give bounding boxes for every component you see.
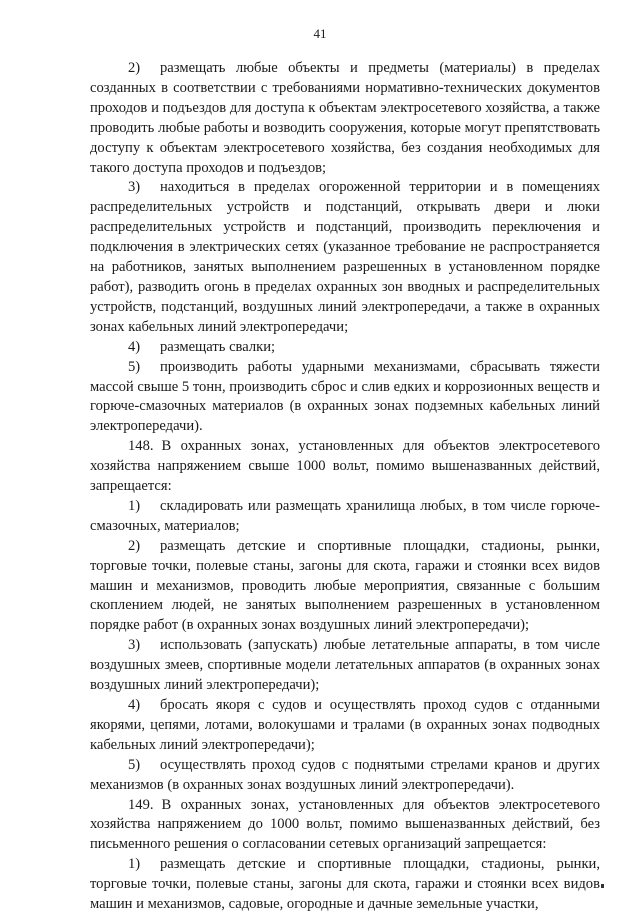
item-text: осуществлять проход судов с поднятыми стрелами кранов и других механизмов (в охранных зонах воздушных линий электропередачи). — [90, 756, 600, 793]
article-number: 149. — [128, 796, 154, 813]
list-item — [90, 497, 600, 537]
page-number: 41 — [313, 26, 327, 41]
article-text: В охранных зонах, установленных для объектов электросетевого хозяйства напряжением свыше 1000 вольт, помимо вышеназванных действий, запрещается: — [90, 438, 600, 495]
document-body — [90, 59, 600, 915]
item-text: размещать детские и спортивные площадки, стадионы, рынки, торговые точки, полевые станы, загоны для скота, гаражи и стоянки всех видов машин и механизмов, садовые, огородные и дачные земельные участки, — [90, 856, 600, 913]
item-number: 4) — [128, 338, 141, 355]
item-number: 5) — [128, 358, 141, 375]
list-item — [90, 178, 600, 337]
item-text: размещать детские и спортивные площадки, стадионы, рынки, торговые точки, полевые станы, загоны для скота, гаражи и стоянки всех видов машин и механизмов, проводить любые мероприятия, связанные с большим скоплением людей, не занятых выполнением разрешенных в установленном порядке работ (в охранных зонах воздушных линий электропередачи); — [90, 537, 600, 634]
item-text: находиться в пределах огороженной территории и в помещениях распределительных устройств и подстанций, открывать двери и люки распределительных устройств и подстанций, производить переключения и подключения в электрических сетях (указанное требование не распространяется на работников, занятых выполнением разрешенных в установленном порядке работ), разводить огонь в пределах охранных зон вводных и распределительных устройств, подстанций, воздушных линий электропередачи, а также в охранных зонах кабельных линий электропередачи; — [90, 179, 600, 335]
item-text: складировать или размещать хранилища любых, в том числе горюче-смазочных, материалов; — [90, 497, 600, 534]
item-number: 1) — [128, 497, 141, 514]
item-text: бросать якоря с судов и осуществлять проход судов с отданными якорями, цепями, лотами, волокушами и тралами (в охранных зонах подводных кабельных линий электропередачи); — [90, 697, 600, 753]
list-item — [90, 537, 600, 637]
item-number: 3) — [128, 637, 141, 654]
item-number: 5) — [128, 756, 141, 773]
item-number: 4) — [128, 697, 141, 713]
article-number: 148. — [128, 438, 154, 455]
item-number: 2) — [128, 60, 141, 76]
list-item — [90, 696, 600, 756]
list-item — [90, 756, 600, 796]
item-text: использовать (запускать) любые летательные аппараты, в том числе воздушных змеев, спортивные модели летательных аппаратов (в охранных зонах воздушных линий электропередачи); — [90, 637, 600, 694]
article-paragraph — [90, 437, 600, 497]
article-text: В охранных зонах, установленных для объектов электросетевого хозяйства напряжением до 1000 вольт, помимо вышеназванных действий, без письменного решения о согласовании сетевых организаций запрещается: — [90, 796, 600, 853]
item-text: размещать любые объекты и предметы (материалы) в пределах созданных в соответствии с требованиями нормативно-технических документов проходов и подъездов для доступа к объектам электросетевого хозяйства, а также проводить любые работы и возводить сооружения, которые могут препятствовать доступу к объектам электросетевого хозяйства, без создания необходимых для такого доступа проходов и подъездов; — [90, 60, 600, 176]
item-text: производить работы ударными механизмами, сбрасывать тяжести массой свыше 5 тонн, производить сброс и слив едких и коррозионных веществ и горюче-смазочных материалов (в охранных зонах подземных кабельных линий электропередачи). — [90, 358, 600, 435]
item-text: размещать свалки; — [160, 338, 276, 355]
list-item — [90, 358, 600, 438]
scan-speck — [601, 884, 604, 888]
item-number: 3) — [128, 179, 141, 196]
item-number: 1) — [128, 856, 141, 873]
list-item — [90, 636, 600, 696]
item-number: 2) — [128, 537, 141, 554]
list-item — [90, 338, 600, 358]
article-paragraph — [90, 796, 600, 856]
list-item — [90, 59, 600, 178]
list-item — [90, 855, 600, 915]
